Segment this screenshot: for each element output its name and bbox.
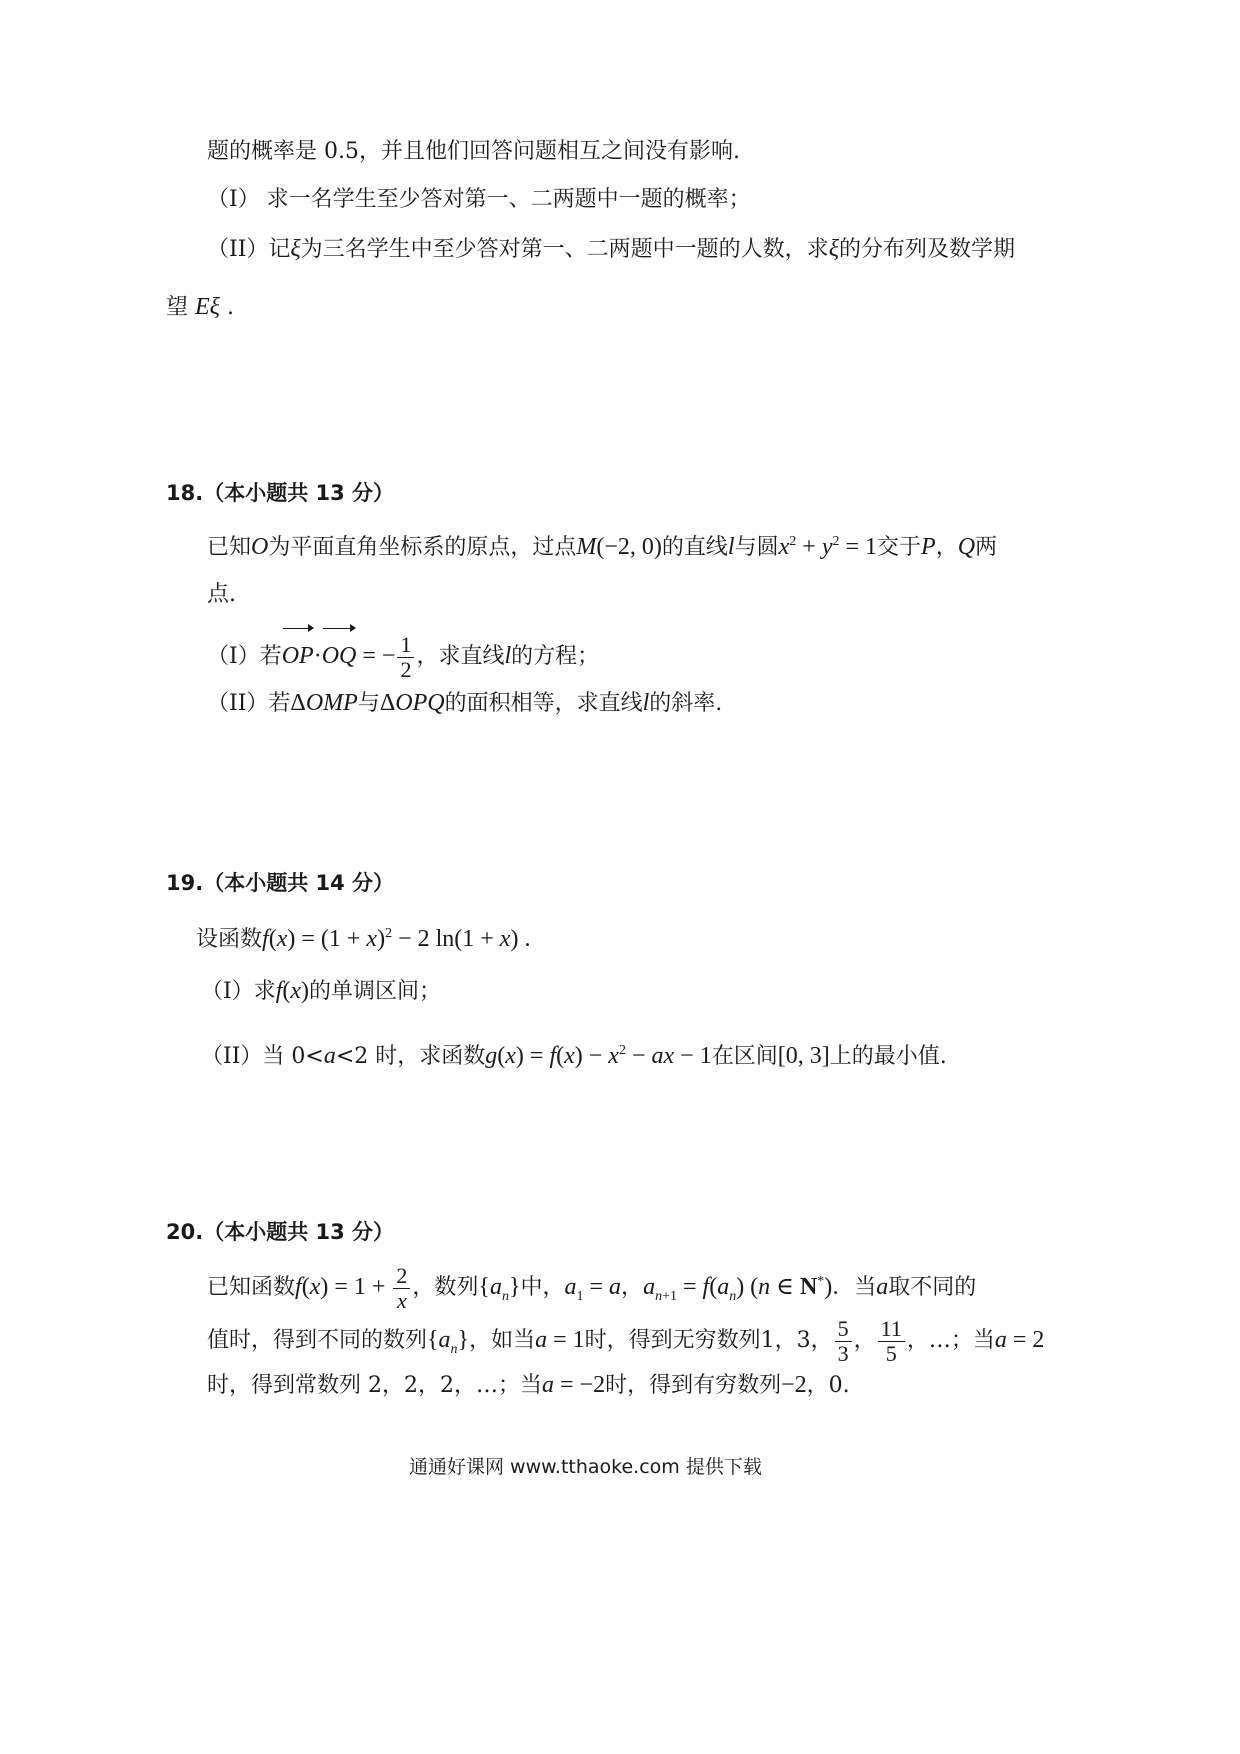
function-g-definition: $g(x) = f(x) - x^2$ − ax − 1 — [485, 1043, 712, 1069]
q19-statement: 设函数$f(x) = (1 + x)^2 - 2$ ln(1 + x) . — [196, 926, 531, 952]
recurrence-formula: $a_{n+1} = f(a_n)$ (n ∈ N*) — [643, 1274, 833, 1304]
expectation-symbol: Eξ — [195, 294, 220, 320]
q17-part1: （I） 求一名学生至少答对第一、二两题中一题的概率； — [207, 187, 751, 212]
xi-symbol: ξ — [828, 236, 839, 262]
page-footer: 通通好课网 www.tthaoke.com 提供下载 — [409, 1456, 762, 1478]
fraction-eleven-fifths: $\frac{11}{5}$ — [878, 1317, 905, 1366]
q18-statement: 已知O为平面直角坐标系的原点，过点M(−2, 0)的直线l与圆$x^2 + y^2 = 1$交于P，Q两 — [207, 534, 998, 560]
q20-statement: 已知函数f(x) = 1 + $\frac{2}{x}$ ，数列$\{a_n\}$中，$a_1 = a$，$a_{n+1} = f(a_n)$ (n ∈ N*)．当a取不同的 — [207, 1262, 977, 1313]
q18-part2: （II）若ΔOMP与ΔOPQ的面积相等，求直线l的斜率. — [207, 690, 723, 716]
dot-product-formula: OP·OQ = − — [282, 643, 396, 669]
q18-part1: （I）若OP·OQ = − $\frac{1}{2}$ ，求直线l的方程； — [207, 627, 599, 682]
q18-heading: 18.（本小题共 13 分） — [166, 481, 395, 505]
point-m-formula: M(−2, 0) — [576, 534, 662, 560]
fraction-five-thirds: $\frac{5}{3}$ — [835, 1317, 852, 1366]
circle-equation: $x^2 + y^2 = 1$ — [778, 534, 878, 560]
q17-part2-cont: 望 Eξ . — [166, 294, 234, 320]
q18-statement-cont: 点. — [207, 582, 236, 607]
fraction-two-over-x: $\frac{2}{x}$ — [393, 1264, 410, 1313]
q20-statement-cont: 值时，得到不同的数列$\{a_n\}$，如当a = 1时，得到无穷数列1，3， $\frac{5}{3}$ ， $\frac{11}{5}$ ，…；当a = 2 — [207, 1315, 1045, 1366]
xi-symbol: ξ — [290, 236, 301, 262]
function-f-definition: $f(x) = (1 + x)^2 - 2$ ln(1 + x) . — [262, 926, 531, 952]
q17-part2: （II）记ξ为三名学生中至少答对第一、二两题中一题的人数，求ξ的分布列及数学期 — [207, 236, 1015, 262]
q19-part1: （I）求f(x)的单调区间； — [201, 978, 442, 1004]
q19-heading: 19.（本小题共 14 分） — [166, 871, 395, 895]
q20-statement-cont2: 时，得到常数列 2，2，2，…；当a = −2时，得到有穷数列−2，0. — [207, 1372, 850, 1398]
q19-part2: （II）当 0<a<2 时，求函数$g(x) = f(x) - x^2$ − ax − 1在区间[0, 3]上的最小值. — [201, 1043, 947, 1069]
q17-continuation: 题的概率是 0.5，并且他们回答问题相互之间没有影响. — [207, 139, 740, 164]
fraction-one-half: $\frac{1}{2}$ — [397, 633, 414, 682]
q20-heading: 20.（本小题共 13 分） — [166, 1220, 395, 1244]
